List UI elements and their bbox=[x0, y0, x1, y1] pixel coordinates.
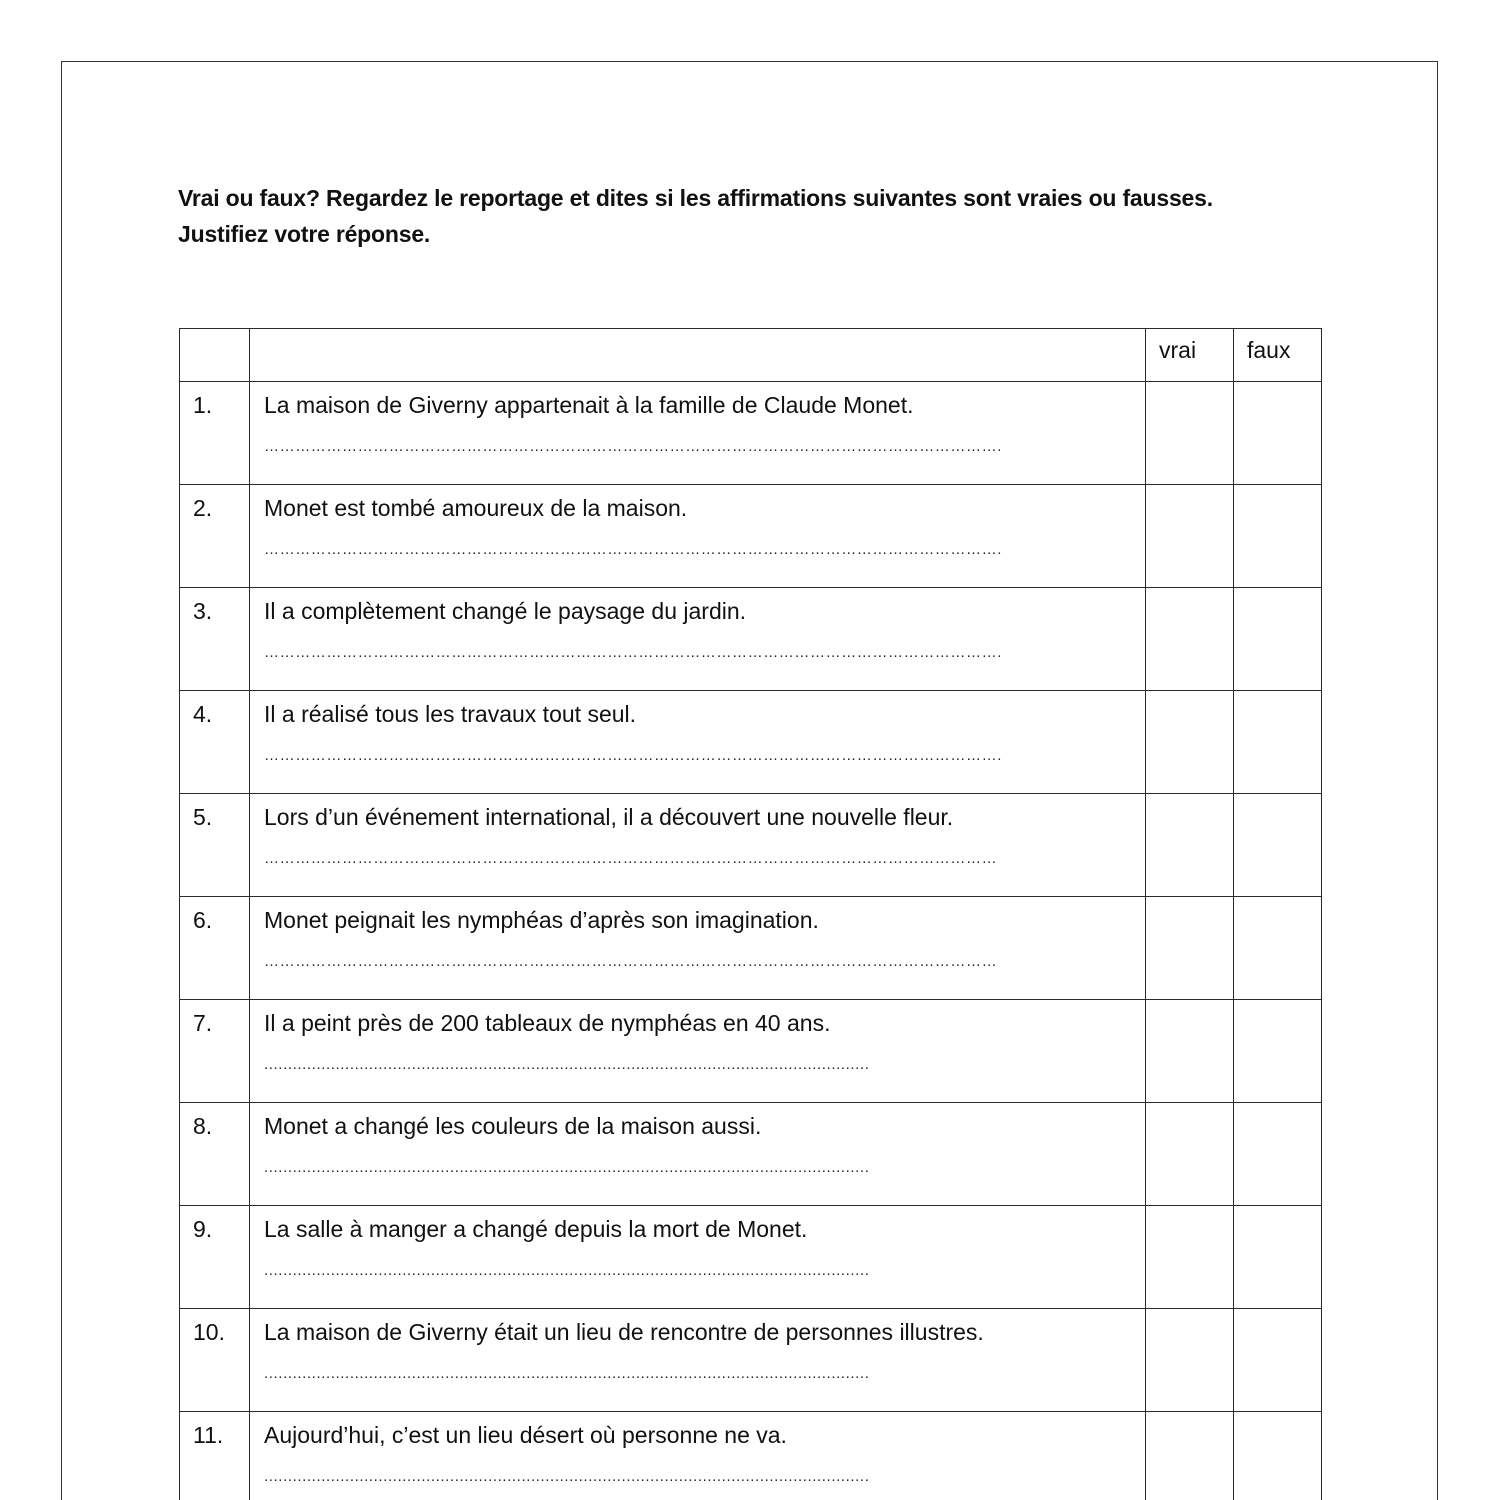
justification-line[interactable]: ……………………………………………………………………………………………………………………………. bbox=[264, 644, 1002, 661]
vrai-answer-cell[interactable] bbox=[1146, 1412, 1234, 1500]
statement-cell bbox=[250, 485, 1146, 588]
row-number: 8. bbox=[193, 1113, 213, 1139]
faux-checkbox[interactable] bbox=[1234, 1309, 1321, 1411]
true-false-table bbox=[179, 328, 1322, 1500]
statement-cell bbox=[250, 794, 1146, 897]
header-vrai bbox=[1146, 329, 1234, 382]
vrai-answer-cell[interactable] bbox=[1146, 1206, 1234, 1309]
instructions bbox=[178, 180, 1338, 252]
row-number: 4. bbox=[193, 701, 213, 727]
statement-text: Il a complètement changé le paysage du jardin. bbox=[264, 598, 747, 624]
row-number-cell bbox=[180, 485, 250, 588]
vrai-answer-cell[interactable] bbox=[1146, 382, 1234, 485]
vrai-answer-cell[interactable] bbox=[1146, 588, 1234, 691]
faux-answer-cell[interactable] bbox=[1234, 1412, 1322, 1500]
faux-answer-cell[interactable] bbox=[1234, 897, 1322, 1000]
table-header-row bbox=[180, 329, 1322, 382]
justification-line[interactable]: ……………………………………………………………………………………………………………………………. bbox=[264, 747, 1002, 764]
header-faux-label: faux bbox=[1247, 337, 1291, 363]
table-row bbox=[180, 1000, 1322, 1103]
faux-checkbox[interactable] bbox=[1234, 588, 1321, 690]
row-number-cell bbox=[180, 691, 250, 794]
statement-cell bbox=[250, 691, 1146, 794]
row-number: 6. bbox=[193, 907, 213, 933]
header-faux bbox=[1234, 329, 1322, 382]
justification-line[interactable]: ............................................................................................................................... bbox=[264, 1056, 870, 1073]
row-number: 2. bbox=[193, 495, 213, 521]
faux-answer-cell[interactable] bbox=[1234, 1000, 1322, 1103]
faux-answer-cell[interactable] bbox=[1234, 1206, 1322, 1309]
row-number: 11. bbox=[193, 1422, 224, 1448]
row-number-cell bbox=[180, 588, 250, 691]
header-num-cell bbox=[180, 329, 250, 382]
justification-line[interactable]: ............................................................................................................................... bbox=[264, 1159, 870, 1176]
vrai-checkbox[interactable] bbox=[1146, 794, 1233, 896]
statement-cell bbox=[250, 1206, 1146, 1309]
row-number: 9. bbox=[193, 1216, 213, 1242]
justification-line[interactable]: …………………………………………………………………………………………………………………………… bbox=[264, 953, 998, 970]
vrai-checkbox[interactable] bbox=[1146, 1103, 1233, 1205]
table-row bbox=[180, 382, 1322, 485]
row-number: 10. bbox=[193, 1319, 225, 1345]
row-number: 5. bbox=[193, 804, 213, 830]
vrai-checkbox[interactable] bbox=[1146, 1206, 1233, 1308]
faux-checkbox[interactable] bbox=[1234, 1103, 1321, 1205]
table-row bbox=[180, 897, 1322, 1000]
vrai-answer-cell[interactable] bbox=[1146, 1309, 1234, 1412]
table-row bbox=[180, 691, 1322, 794]
statement-text: Il a réalisé tous les travaux tout seul. bbox=[264, 701, 637, 727]
table-row bbox=[180, 1206, 1322, 1309]
row-number: 7. bbox=[193, 1010, 213, 1036]
faux-checkbox[interactable] bbox=[1234, 382, 1321, 484]
faux-checkbox[interactable] bbox=[1234, 1412, 1321, 1500]
vrai-answer-cell[interactable] bbox=[1146, 1000, 1234, 1103]
table-row bbox=[180, 794, 1322, 897]
row-number-cell bbox=[180, 382, 250, 485]
statement-text: La salle à manger a changé depuis la mort de Monet. bbox=[264, 1216, 808, 1242]
row-number: 1. bbox=[193, 392, 213, 418]
vrai-answer-cell[interactable] bbox=[1146, 485, 1234, 588]
justification-line[interactable]: ............................................................................................................................... bbox=[264, 1262, 870, 1279]
faux-checkbox[interactable] bbox=[1234, 1206, 1321, 1308]
justification-line[interactable]: ............................................................................................................................... bbox=[264, 1468, 870, 1485]
statement-text: Aujourd’hui, c’est un lieu désert où personne ne va. bbox=[264, 1422, 787, 1448]
vrai-answer-cell[interactable] bbox=[1146, 1103, 1234, 1206]
statement-text: Lors d’un événement international, il a découvert une nouvelle fleur. bbox=[264, 804, 954, 830]
justification-line[interactable]: ……………………………………………………………………………………………………………………………. bbox=[264, 541, 1002, 558]
faux-answer-cell[interactable] bbox=[1234, 794, 1322, 897]
faux-answer-cell[interactable] bbox=[1234, 691, 1322, 794]
vrai-checkbox[interactable] bbox=[1146, 485, 1233, 587]
statement-cell bbox=[250, 1103, 1146, 1206]
table-row bbox=[180, 485, 1322, 588]
row-number-cell bbox=[180, 1309, 250, 1412]
table-row bbox=[180, 1103, 1322, 1206]
table-row bbox=[180, 1412, 1322, 1500]
statement-text: La maison de Giverny était un lieu de rencontre de personnes illustres. bbox=[264, 1319, 984, 1345]
statement-cell bbox=[250, 588, 1146, 691]
faux-answer-cell[interactable] bbox=[1234, 485, 1322, 588]
row-number-cell bbox=[180, 1000, 250, 1103]
statement-cell bbox=[250, 1000, 1146, 1103]
faux-checkbox[interactable] bbox=[1234, 691, 1321, 793]
faux-answer-cell[interactable] bbox=[1234, 1309, 1322, 1412]
faux-answer-cell[interactable] bbox=[1234, 1103, 1322, 1206]
vrai-checkbox[interactable] bbox=[1146, 382, 1233, 484]
faux-checkbox[interactable] bbox=[1234, 897, 1321, 999]
justification-line[interactable]: ............................................................................................................................... bbox=[264, 1365, 870, 1382]
statement-text: Monet a changé les couleurs de la maison aussi. bbox=[264, 1113, 762, 1139]
faux-checkbox[interactable] bbox=[1234, 794, 1321, 896]
statement-cell bbox=[250, 1412, 1146, 1500]
faux-checkbox[interactable] bbox=[1234, 1000, 1321, 1102]
table-row bbox=[180, 1309, 1322, 1412]
statement-text: Il a peint près de 200 tableaux de nymphéas en 40 ans. bbox=[264, 1010, 831, 1036]
table-row bbox=[180, 588, 1322, 691]
row-number: 3. bbox=[193, 598, 213, 624]
statement-cell bbox=[250, 897, 1146, 1000]
vrai-checkbox[interactable] bbox=[1146, 897, 1233, 999]
row-number-cell bbox=[180, 1103, 250, 1206]
instructions-line-2: Justifiez votre réponse. bbox=[178, 221, 431, 247]
vrai-answer-cell[interactable] bbox=[1146, 794, 1234, 897]
faux-checkbox[interactable] bbox=[1234, 485, 1321, 587]
header-vrai-label: vrai bbox=[1159, 337, 1197, 363]
vrai-checkbox[interactable] bbox=[1146, 1000, 1233, 1102]
row-number-cell bbox=[180, 1412, 250, 1500]
vrai-answer-cell[interactable] bbox=[1146, 897, 1234, 1000]
faux-answer-cell[interactable] bbox=[1234, 382, 1322, 485]
statement-text: Monet peignait les nymphéas d’après son imagination. bbox=[264, 907, 819, 933]
row-number-cell bbox=[180, 1206, 250, 1309]
vrai-checkbox[interactable] bbox=[1146, 1412, 1233, 1500]
statement-text: La maison de Giverny appartenait à la famille de Claude Monet. bbox=[264, 392, 914, 418]
faux-answer-cell[interactable] bbox=[1234, 588, 1322, 691]
row-number-cell bbox=[180, 897, 250, 1000]
justification-line[interactable]: ……………………………………………………………………………………………………………………………. bbox=[264, 438, 1002, 455]
header-statement-cell bbox=[250, 329, 1146, 382]
vrai-checkbox[interactable] bbox=[1146, 691, 1233, 793]
vrai-checkbox[interactable] bbox=[1146, 588, 1233, 690]
instructions-line-1: Vrai ou faux? Regardez le reportage et dites si les affirmations suivantes sont vraies ou fausses. bbox=[178, 185, 1213, 211]
statement-text: Monet est tombé amoureux de la maison. bbox=[264, 495, 688, 521]
vrai-answer-cell[interactable] bbox=[1146, 691, 1234, 794]
row-number-cell bbox=[180, 794, 250, 897]
statement-cell bbox=[250, 1309, 1146, 1412]
vrai-checkbox[interactable] bbox=[1146, 1309, 1233, 1411]
statement-cell bbox=[250, 382, 1146, 485]
justification-line[interactable]: …………………………………………………………………………………………………………………………… bbox=[264, 850, 998, 867]
